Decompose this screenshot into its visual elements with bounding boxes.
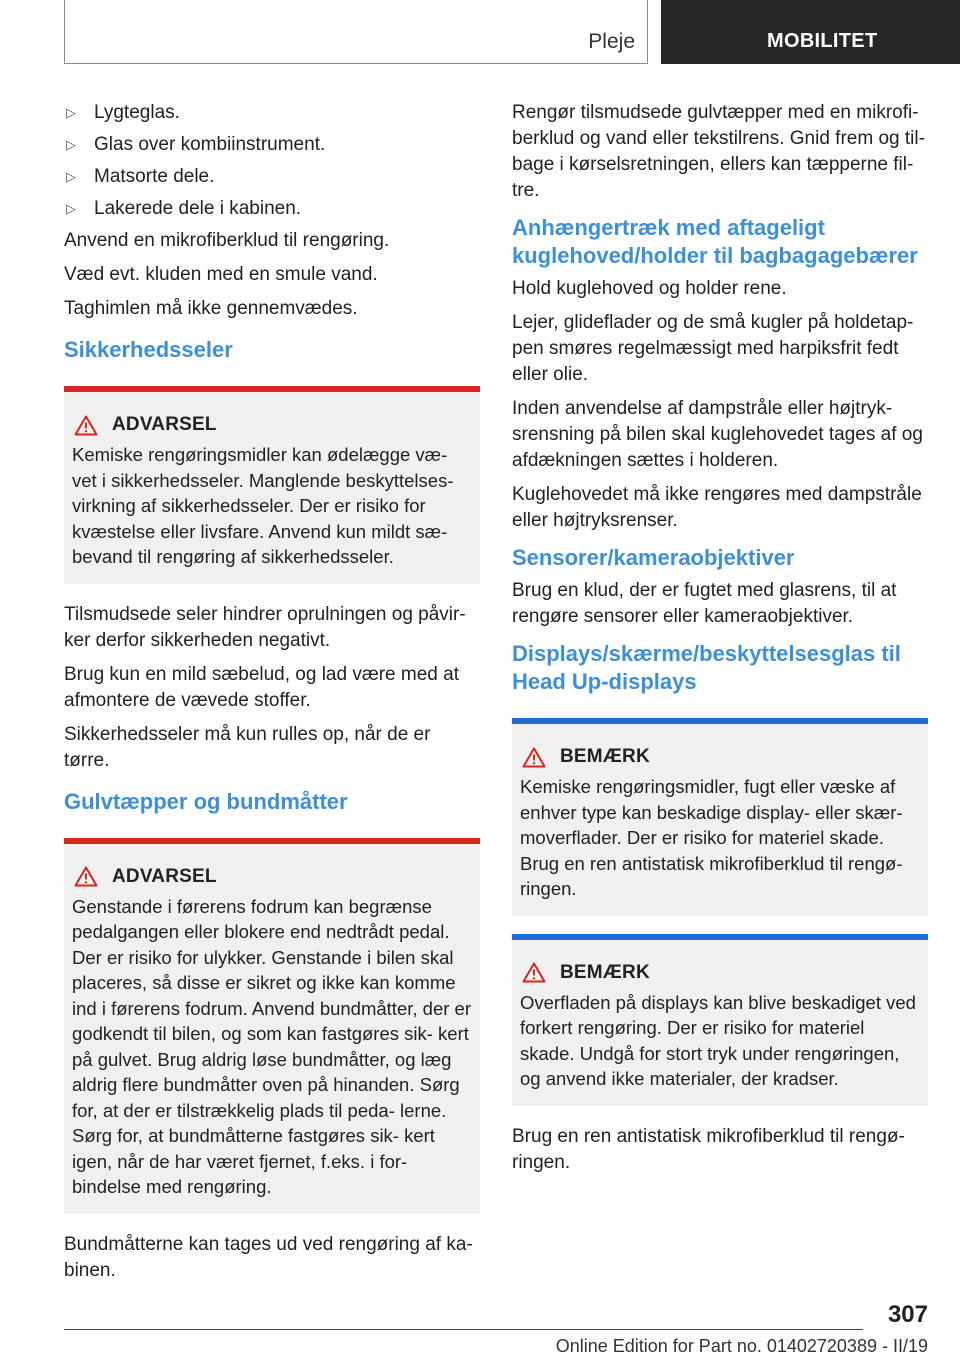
- warning-box: [64, 386, 480, 584]
- paragraph: Kuglehovedet må ikke rengøres med dampstråle eller højtryksrenser.: [512, 484, 922, 531]
- warning-label: ADVARSEL: [112, 865, 217, 887]
- list-item: ▷ Lygteglas.: [64, 100, 480, 126]
- section-heading: Sensorer/kameraobjektiver: [512, 545, 795, 570]
- paragraph: Rengør tilsmudsede gulvtæpper med en mikrofi- berklud og vand eller tekstilrens. Gnid frem og til- bage i kørselsretningen, ellers kan tæpperne fil- tre.: [512, 102, 925, 201]
- warning-text: Genstande i førerens fodrum kan begrænse pedalgangen eller blokere end nedtrådt pedal. Der er risiko for ulykker. Genstande i bilen skal placeres, så disse er sikret og ikke kan komme ind i førerens fodrum. Anvend bundmåtter, der er godkendt til bilen, og som kan fastgøres sik- kert på gulvet. Brug aldrig løse bundmåtter, og læg aldrig flere bundmåtter oven på hinanden. Sørg for, at der er tilstrækkelig plads til peda- lerne. Sørg for, at bundmåtterne fastgøres sik- kert igen, når de har været fjernet, f.eks. i for- bindelse med rengøring.: [72, 895, 471, 1197]
- list-item: ▷ Glas over kombiinstrument.: [64, 132, 480, 158]
- note-box: [512, 934, 928, 1106]
- triangle-bullet-icon: ▷: [66, 169, 76, 184]
- note-label: BEMÆRK: [560, 746, 650, 767]
- section-heading: Gulvtæpper og bundmåtter: [64, 788, 348, 814]
- triangle-bullet-icon: ▷: [66, 201, 76, 216]
- edition-note: Online Edition for Part no. 01402720389 - II/19: [555, 1336, 928, 1356]
- paragraph: Brug en klud, der er fugtet med glasrens, til at rengøre sensorer eller kameraobjektiver.: [512, 580, 897, 627]
- paragraph: Væd evt. kluden med en smule vand.: [64, 264, 378, 285]
- section-heading: Anhængertræk med aftageligt kuglehoved/holder til bagbagagebærer: [512, 215, 918, 268]
- paragraph: Anvend en mikrofiberklud til rengøring.: [64, 230, 390, 251]
- note-label: BEMÆRK: [560, 961, 650, 983]
- note-text: Overfladen på displays kan blive beskadiget ved forkert rengøring. Der er risiko for materiel skade. Undgå for stort tryk under rengøringen, og anvend ikke materialer, der kradser.: [520, 991, 916, 1089]
- warning-text: Kemiske rengøringsmidler kan ødelægge væ- vet i sikkerhedsseler. Manglende beskyttelses- virkning af sikkerhedsseler. Der er risiko for kvæstelse eller livsfare. Anvend kun mildt sæ- bevand til rengøring af sikkerhedsseler.: [72, 444, 454, 567]
- paragraph: Brug kun en mild sæbelud, og lad være med at afmontere de vævede stoffer.: [64, 663, 459, 711]
- section-title: Pleje: [588, 30, 635, 53]
- warning-icon: [74, 866, 98, 887]
- warning-label: ADVARSEL: [112, 414, 217, 435]
- section-heading: Displays/skærme/beskyttelsesglas til Head Up-displays: [512, 641, 901, 694]
- page-header: [0, 0, 960, 66]
- triangle-bullet-icon: ▷: [66, 137, 76, 152]
- note-text: Kemiske rengøringsmidler, fugt eller væske af enhver type kan beskadige display- eller skær- moverflader. Der er risiko for materiel skade. Brug en ren antistatisk mikrofiberklud til rengø- ringen.: [520, 776, 903, 899]
- warning-icon: [74, 415, 98, 436]
- list-item: ▷ Lakerede dele i kabinen.: [64, 196, 480, 222]
- paragraph: Tilsmudsede seler hindrer oprulningen og påvir- ker derfor sikkerheden negativt.: [64, 603, 466, 651]
- section-heading: Sikkerhedsseler: [64, 337, 233, 362]
- paragraph: Sikkerhedsseler må kun rulles op, når de er tørre.: [64, 723, 431, 771]
- chapter-tab: [661, 0, 960, 64]
- left-column: [64, 100, 480, 1292]
- section-tab: [64, 0, 648, 64]
- chapter-title: MOBILITET: [767, 30, 878, 52]
- warning-box: [64, 838, 480, 1214]
- paragraph: Bundmåtterne kan tages ud ved rengøring af ka- binen.: [64, 1233, 473, 1281]
- triangle-bullet-icon: ▷: [66, 105, 76, 120]
- paragraph: Brug en ren antistatisk mikrofiberklud til rengø- ringen.: [512, 1125, 905, 1173]
- page-number: 307: [887, 1301, 928, 1328]
- note-box: [512, 718, 928, 916]
- footer-divider: [64, 1329, 863, 1330]
- paragraph: Lejer, glideflader og de små kugler på holdetap- pen smøres regelmæssigt med harpiksfrit fedt eller olie.: [512, 312, 914, 385]
- warning-icon: [522, 747, 546, 768]
- list-item: ▷ Matsorte dele.: [64, 164, 480, 190]
- paragraph: Hold kuglehoved og holder rene.: [512, 278, 787, 299]
- paragraph: Taghimlen må ikke gennemvædes.: [64, 298, 358, 319]
- right-column: [512, 100, 928, 1184]
- warning-icon: [522, 962, 546, 983]
- paragraph: Inden anvendelse af dampstråle eller højtryk- srensning på bilen skal kuglehovedet tages af og afdækningen sættes i holderen.: [512, 398, 923, 471]
